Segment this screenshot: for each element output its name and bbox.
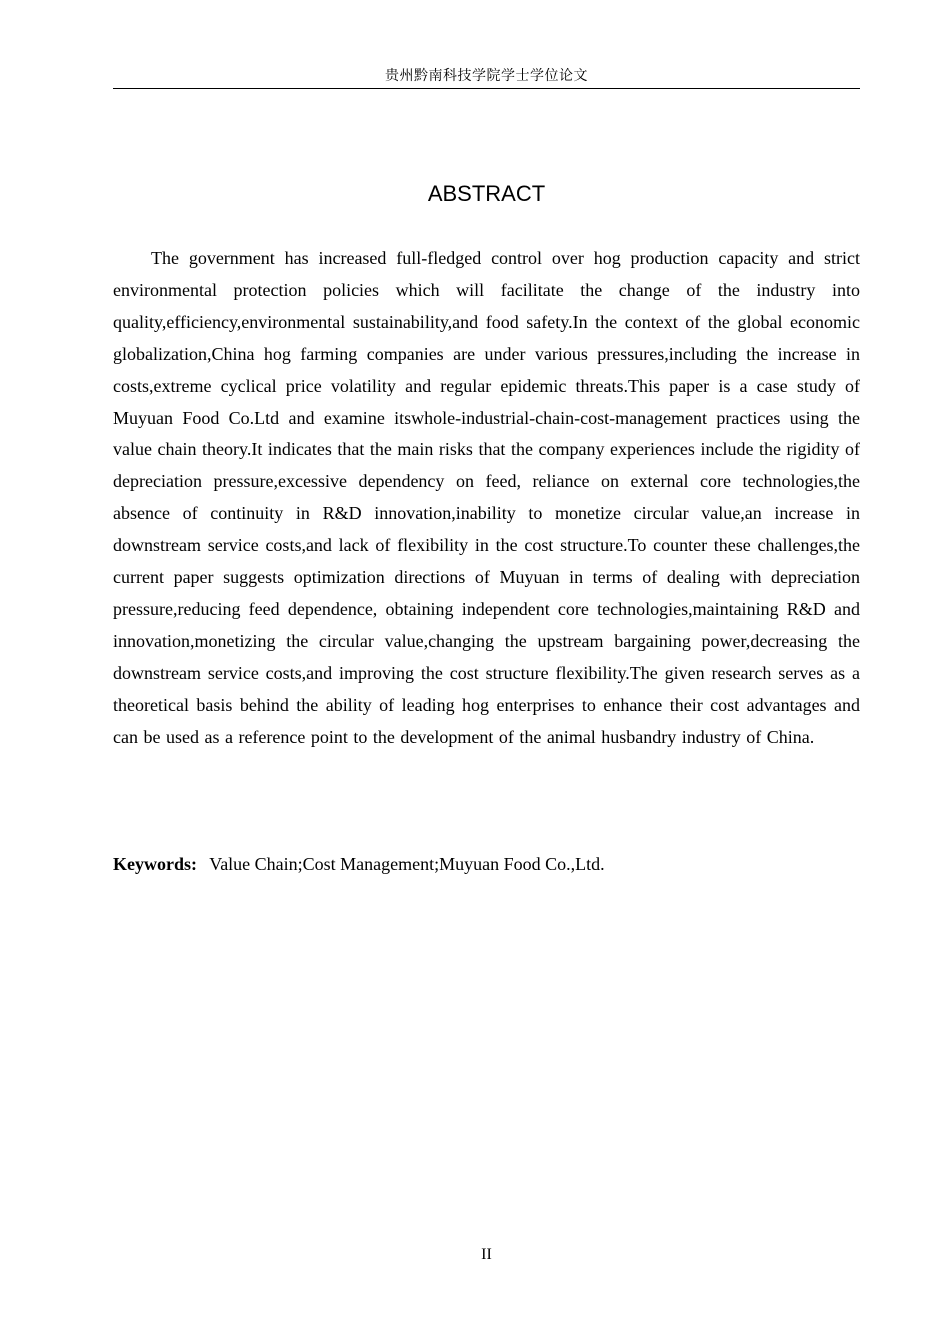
running-header [113,66,860,89]
abstract-title: ABSTRACT [427,181,546,206]
keywords-label: Keywords: [113,854,197,874]
page-number: II [481,1246,492,1263]
header-title: 贵州黔南科技学院学士学位论文 [385,68,588,84]
keywords-value: Value Chain;Cost Management;Muyuan Food Co.,Ltd. [209,854,605,874]
keywords-line [113,850,860,878]
abstract-body: The government has increased full-fledged control over hog production capacity and strict environmental protection policies which will facilitate the change of the industry into quality,efficiency,environmental sustainability,and food safety.In the context of the global economic globalization,China hog farming companies are under various pressures,including the increase in costs,extreme cyclical price volatility and regular epidemic threats.This paper is a case study of Muyuan Food Co.Ltd and examine itswhole-industrial-chain-cost-management practices using the value chain theory.It indicates that the main risks that the company experiences include the rigidity of depreciation pressure,excessive dependency on feed, reliance on external core technologies,the absence of continuity in R&D innovation,inability to monetize circular value,an increase in downstream service costs,and lack of flexibility in the cost structure.To counter these challenges,the current paper suggests optimization directions of Muyuan in terms of dealing with depreciation pressure,reducing feed dependence, obtaining independent core technologies,maintaining R&D and innovation,monetizing the circular value,changing the upstream bargaining power,decreasing the downstream service costs,and improving the cost structure flexibility.The given research serves as a theoretical basis behind the ability of leading hog enterprises to enhance their cost advantages and can be used as a reference point to the development of the animal husbandry industry of China. [113,248,860,747]
